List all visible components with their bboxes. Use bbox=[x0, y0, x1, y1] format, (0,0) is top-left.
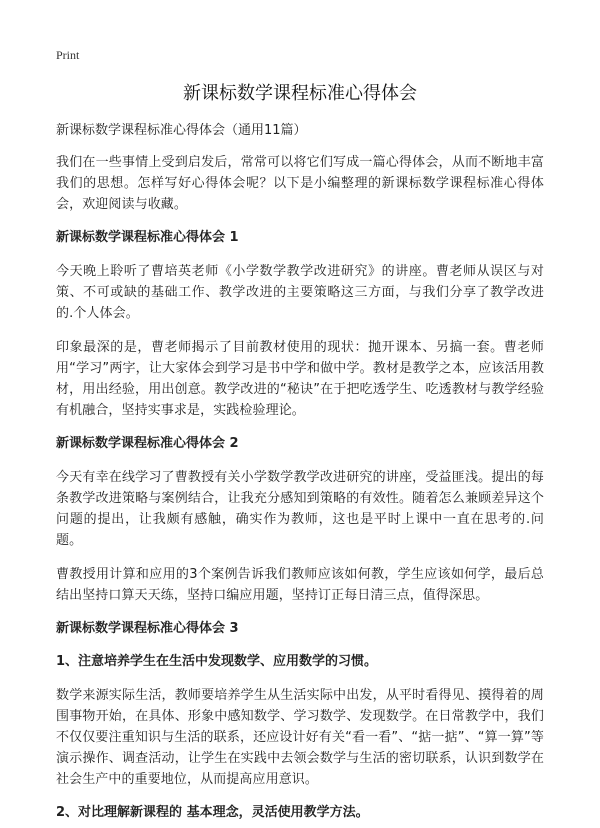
section-2-paragraph-1: 今天有幸在线学习了曹教授有关小学数学教学改进研究的讲座，受益匪浅。提出的每条教学改进策略与案例结合，让我充分感知到策略的有效性。随着怎么兼顾差异这个问题的提出，让我颇有感触，确实作为教师，这也是平时上课中一直在思考的.问题。 bbox=[56, 470, 544, 548]
section-1-paragraph-2: 印象最深的是，曹老师揭示了目前教材使用的现状：抛开课本、另搞一套。曹老师用“学习”两字，让大家体会到学习是书中学和做中学。教材是教学之本，应该活用教材，用出经验，用出创意。教学改进的“秘诀”在于把吃透学生、吃透教材与教学经验有机融合，坚持实事求是，实践检验理论。 bbox=[56, 340, 544, 418]
section-1-paragraph-1: 今天晚上聆听了曹培英老师《小学数学教学改进研究》的讲座。曹老师从误区与对策、不可或缺的基础工作、教学改进的主要策略这三方面，与我们分享了教学改进的.个人体会。 bbox=[56, 264, 544, 321]
section-heading-2: 新课标数学课程标准心得体会 2 bbox=[56, 436, 239, 451]
section-2-paragraph-2: 曹教授用计算和应用的3个案例告诉我们教师应该如何教，学生应该如何学，最后总结出坚持口算天天练，坚持口编应用题，坚持订正每日清三点，值得深思。 bbox=[56, 567, 544, 603]
document-subtitle: 新课标数学课程标准心得体会（通用11篇） bbox=[56, 123, 307, 138]
intro-paragraph: 我们在一些事情上受到启发后，常常可以将它们写成一篇心得体会，从而不断地丰富我们的思想。怎样写好心得体会呢？以下是小编整理的新课标数学课程标准心得体会，欢迎阅读与收藏。 bbox=[56, 155, 544, 212]
section-heading-1: 新课标数学课程标准心得体会 1 bbox=[56, 230, 239, 245]
print-link[interactable]: Print bbox=[56, 48, 80, 62]
section-3-subheading-1: 1、注意培养学生在生活中发现数学、应用数学的习惯。 bbox=[56, 654, 378, 669]
section-heading-3: 新课标数学课程标准心得体会 3 bbox=[56, 621, 239, 636]
section-3-paragraph-1: 数学来源实际生活，教师要培养学生从生活实际中出发，从平时看得见、摸得着的周围事物开始，在具体、形象中感知数学、学习数学、发现数学。在日常教学中，我们不仅仅要注重知识与生活的联系，还应设计好有关“看一看”、“掂一掂”、“算一算”等演示操作、调查活动，让学生在实践中去领会数学与生活的密切联系，认识到数学在社会生产中的重要地位，从而提高应用意识。 bbox=[56, 688, 544, 787]
page-title: 新课标数学课程标准心得体会 bbox=[183, 83, 417, 104]
section-3-subheading-2: 2、对比理解新课程的 基本理念，灵活使用教学方法。 bbox=[56, 805, 369, 820]
